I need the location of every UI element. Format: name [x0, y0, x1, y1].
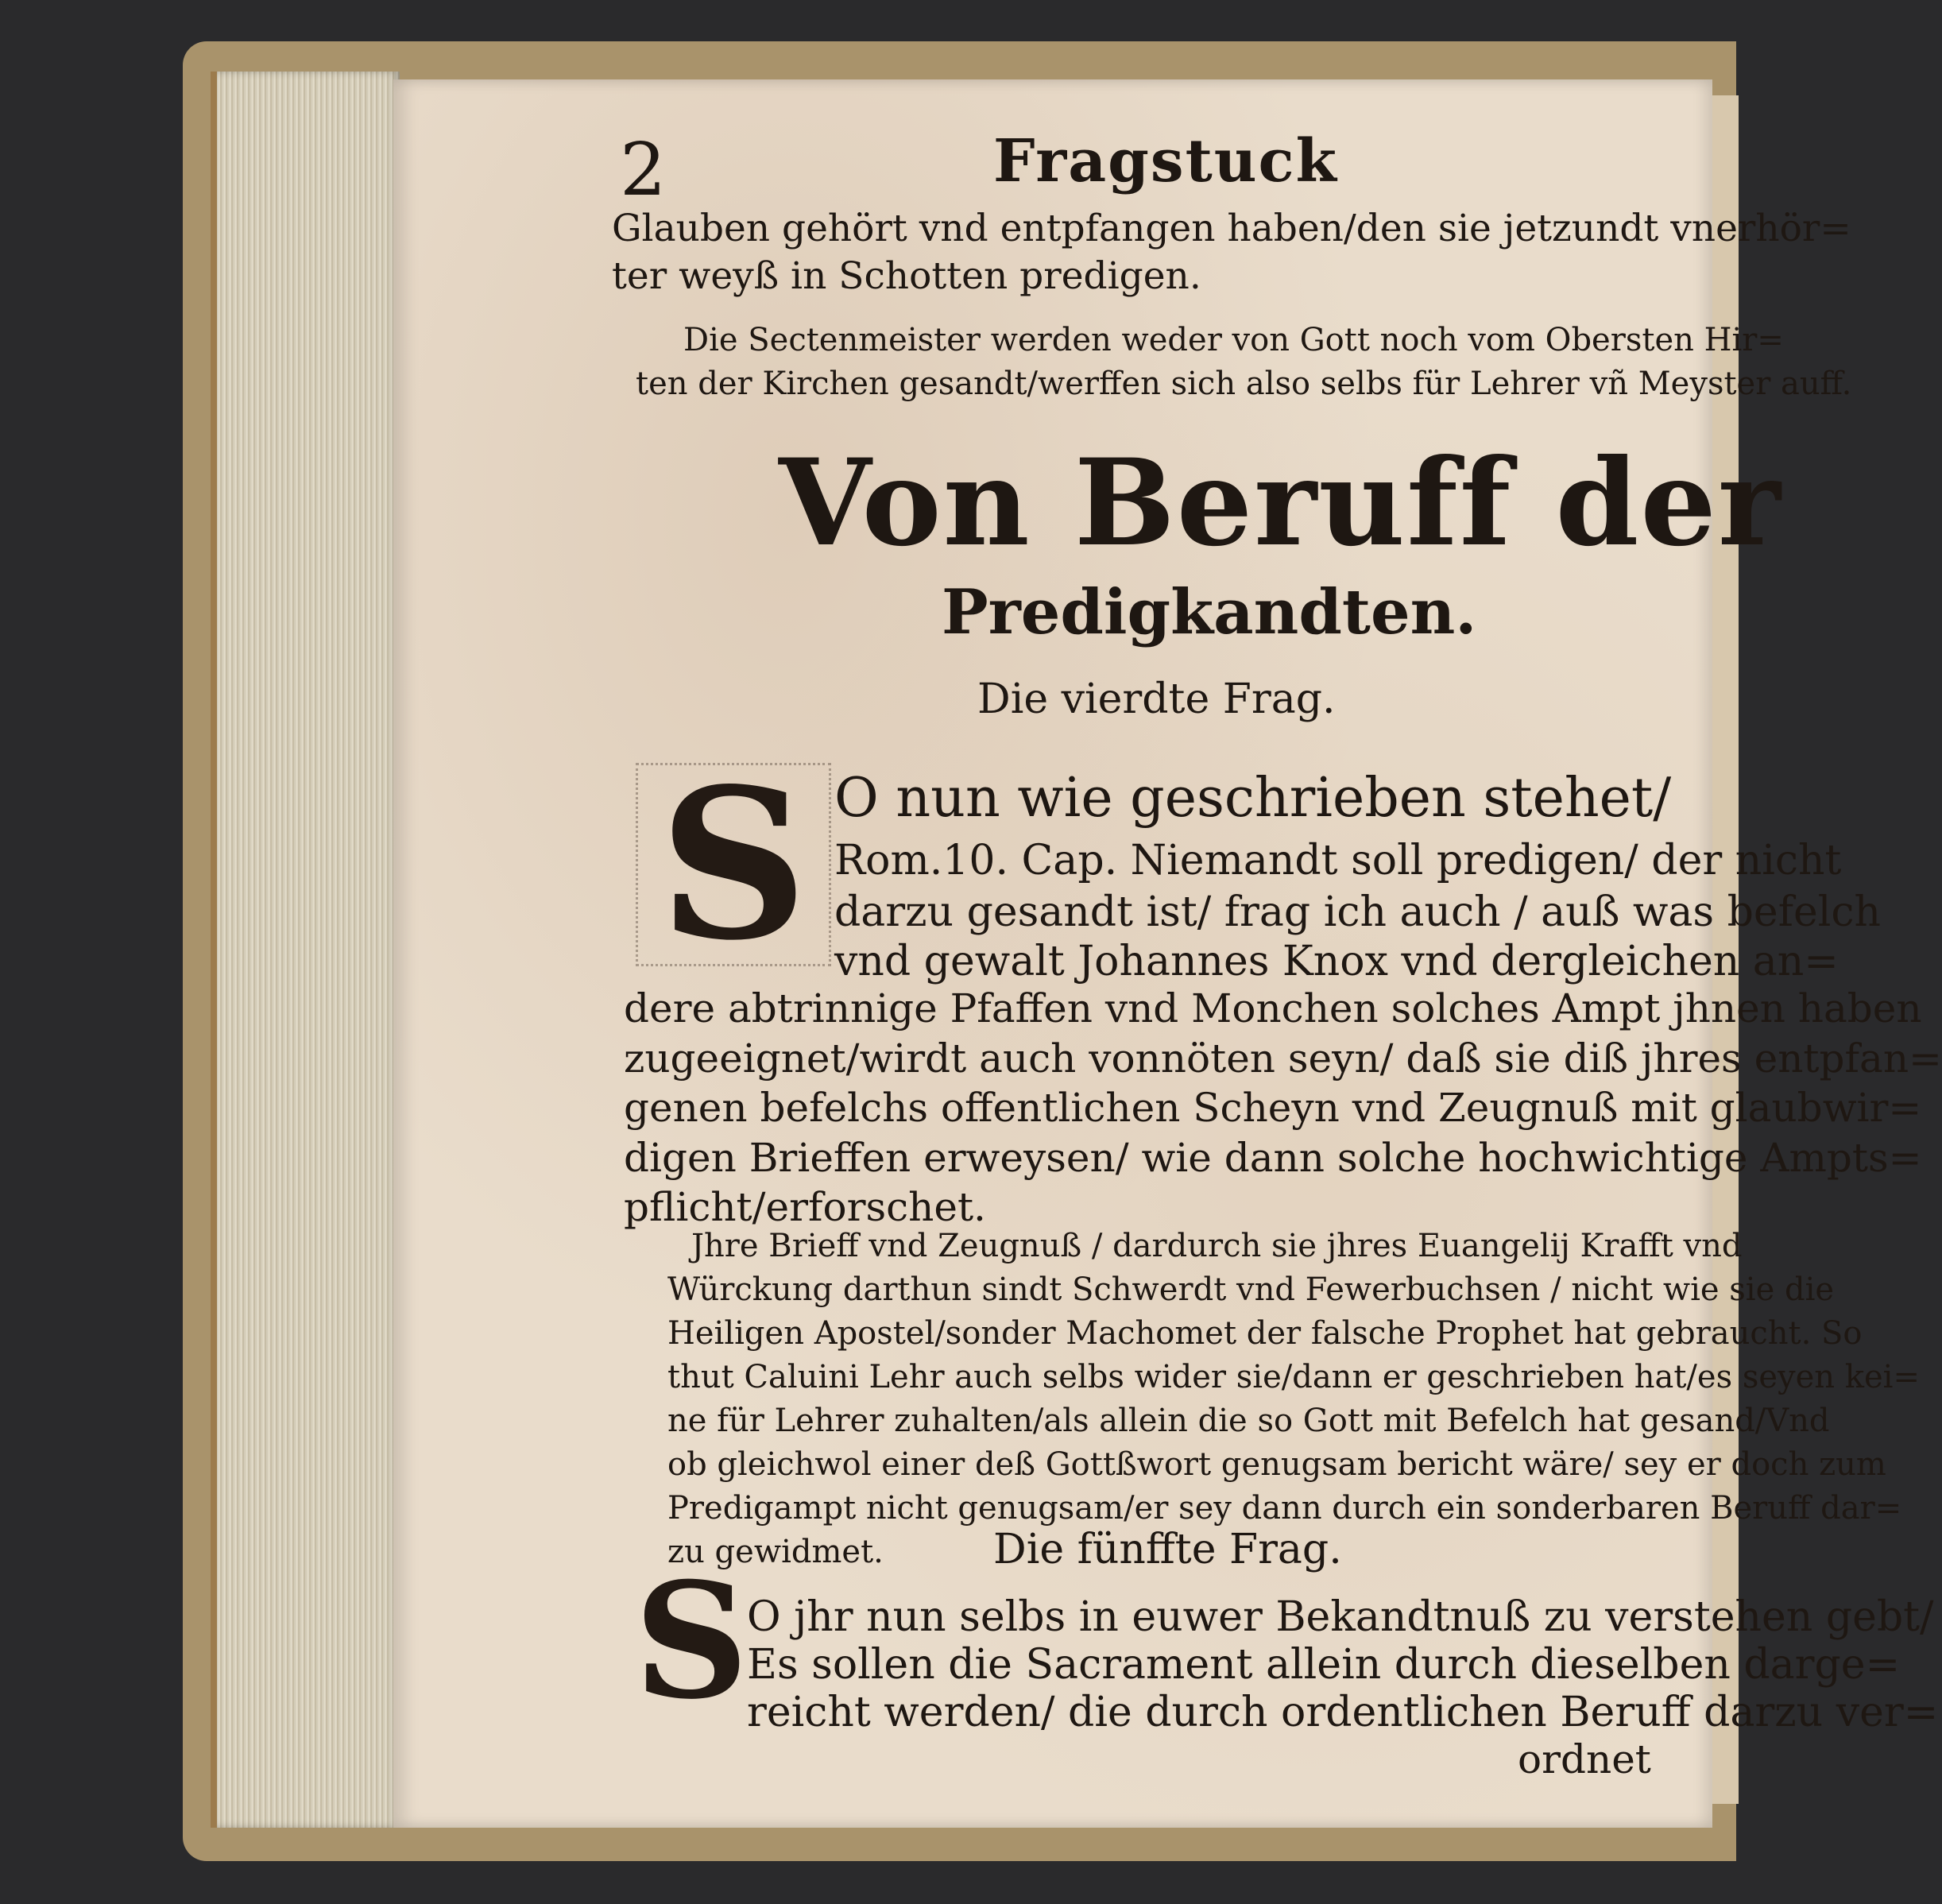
note-2-line-5: ne für Lehrer zuhalten/als allein die so Gott mit Befelch hat gesand/Vnd: [667, 1403, 1830, 1439]
note-2-line-2: Würckung darthun sindt Schwerdt vnd Fewerbuchsen / nicht wie sie die: [667, 1271, 1835, 1308]
opening-line-1: Glauben gehört vnd entpfangen haben/den sie jetzundt vnerhör=: [612, 207, 1851, 250]
note-2-line-1: Jhre Brieff vnd Zeugnuß / dardurch sie jhres Euangelij Krafft vnd: [691, 1228, 1743, 1264]
side-note-1-line-1: Die Sectenmeister werden weder von Gott noch vom Obersten Hir=: [683, 322, 1784, 358]
page-number: 2: [620, 127, 667, 212]
question-5-line-3: reicht werden/ die durch ordentlichen Beruff darzu ver=: [747, 1689, 1939, 1736]
opening-line-2: ter weyß in Schotten predigen.: [612, 254, 1201, 298]
ornamental-drop-cap: S: [636, 763, 831, 966]
question-4-line-6: zugeeignet/wirdt auch vonnöten seyn/ daß sie diß jhres entpfan=: [624, 1035, 1942, 1082]
side-note-1-line-2: ten der Kirchen gesandt/werffen sich also selbs für Lehrer vñ Meyster auff.: [636, 366, 1852, 402]
page-edges: [211, 72, 400, 1828]
question-4-line-8: digen Brieffen erweysen/ wie dann solche hochwichtige Ampts=: [624, 1135, 1922, 1181]
question-4-line-5: dere abtrinnige Pfaffen vnd Monchen solches Ampt jhnen haben: [624, 985, 1922, 1031]
question-4-heading: Die vierdte Frag.: [977, 675, 1336, 723]
question-5-heading: Die fünffte Frag.: [993, 1526, 1342, 1573]
note-2-line-8: zu gewidmet.: [667, 1534, 884, 1570]
question-4-line-1: O nun wie geschrieben stehet/: [834, 767, 1672, 830]
note-2-line-7: Predigampt nicht genugsam/er sey dann durch ein sonderbaren Beruff dar=: [667, 1490, 1902, 1527]
note-2-line-4: thut Caluini Lehr auch selbs wider sie/dann er geschrieben hat/es seyen kei=: [667, 1359, 1920, 1395]
note-2-line-3: Heiligen Apostel/sonder Machomet der falsche Prophet hat gebraucht. So: [667, 1315, 1863, 1352]
question-4-line-9: pflicht/erforschet.: [624, 1184, 986, 1230]
catchword: ordnet: [1518, 1736, 1651, 1782]
drop-cap: S: [633, 1547, 749, 1735]
running-head: Fragstuck: [993, 127, 1338, 195]
question-4-line-7: genen befelchs offentlichen Scheyn vnd Zeugnuß mit glaubwir=: [624, 1085, 1922, 1131]
question-4-line-4: vnd gewalt Johannes Knox vnd dergleichen an=: [834, 938, 1839, 985]
note-2-line-6: ob gleichwol einer deß Gottßwort genugsam bericht wäre/ sey er doch zum: [667, 1446, 1886, 1483]
question-4-line-2: Rom.10. Cap. Niemandt soll predigen/ der nicht: [834, 837, 1842, 884]
section-title-line-2: Predigkandten.: [942, 576, 1477, 648]
question-4-line-3: darzu gesandt ist/ frag ich auch / auß was befelch: [834, 888, 1881, 936]
question-5-line-2: Es sollen die Sacrament allein durch dieselben darge=: [747, 1641, 1901, 1689]
section-title-line-1: Von Beruff der: [779, 433, 1782, 573]
question-5-line-1: O jhr nun selbs in euwer Bekandtnuß zu verstehen gebt/: [747, 1593, 1934, 1641]
